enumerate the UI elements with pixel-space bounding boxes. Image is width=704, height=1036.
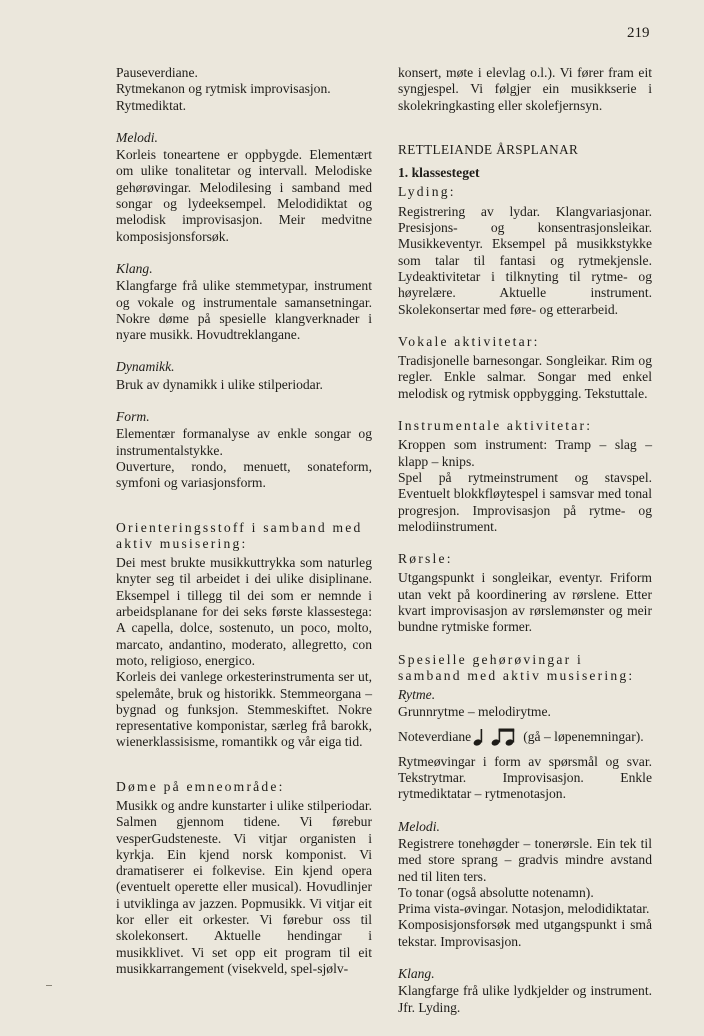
klang-heading: Klang. — [116, 260, 153, 276]
form-text: Elementær formanalyse av enkle songar og instrumentalstykke. — [116, 426, 372, 458]
intro-line: Rytmekanon og rytmisk improvisasjon. — [116, 81, 331, 97]
right-column — [398, 65, 652, 1016]
melodi-heading: Melodi. — [116, 129, 158, 145]
note-symbols — [473, 727, 517, 747]
intro-line: Rytmediktat. — [116, 97, 187, 113]
instrumentale-heading: Instrumentale aktivitetar: — [398, 418, 593, 434]
rytme-text: Rytmeøvingar i form av spørsmål og svar. Tekstrytmar. Improvisasjon. Enkle rytmediktatar – rytmenotasjon. — [398, 753, 652, 802]
melodi-text: Korleis toneartene er oppbygde. Elementært om ulike tonalitetar og intervall. Melodiske gehørøvingar. Melodilesing i samband med songar og lydeeksempel. Melodidiktat og melodisk improvisasjon. Meir medvitne komposisjonsforsøk. — [116, 147, 372, 244]
melodi-right-text: Komposisjonsforsøk med utgangspunkt i små tekstar. Improvisasjon. — [398, 917, 652, 949]
rytme-line: Grunnrytme – melodirytme. — [398, 703, 551, 719]
noteverdiane-suffix: (gå – løpenemningar). — [523, 728, 644, 744]
klang-section — [116, 261, 372, 343]
noteverdiane-label: Noteverdiane — [398, 728, 472, 744]
intro-lines — [116, 65, 372, 114]
intro-line: Pauseverdiane. — [116, 65, 198, 80]
klang-right-text: Klangfarge frå ulike lydkjelder og instrument. Jfr. Lyding. — [398, 983, 652, 1015]
melodi-right-section — [398, 819, 652, 950]
instrumentale-section — [398, 418, 652, 535]
continuation-text: konsert, møte i elevlag o.l.). Vi fører fram eit syngjespel. Vi følgjer ein musikkserie i skolekringkasting eller skolefjernsyn. — [398, 65, 652, 113]
klang-right-heading: Klang. — [398, 966, 435, 982]
melodi-section — [116, 130, 372, 245]
rorsle-heading: Rørsle: — [398, 551, 453, 567]
orientering-section — [116, 520, 372, 751]
form-text: Ouverture, rondo, menuett, sonateform, symfoni og variasjonsform. — [116, 458, 372, 491]
left-column — [116, 65, 372, 977]
form-heading: Form. — [116, 409, 150, 425]
class-heading: 1. klassesteget — [398, 165, 480, 181]
orientering-text: Dei mest brukte musikkuttrykka som naturleg knyter seg til arbeidet i dei ulike disiplinane. Eksempel i tillegg til dei som er nemnde i arbeidsplanane for dei seks første klassestega: A capella, dolce, sostenuto, un poco, molto, marcato, andantino, moderato, allegretto, con moto, religioso, energico. — [116, 555, 372, 668]
melodi-right-text: To tonar (også absolutte notenamn). — [398, 884, 594, 900]
melodi-right-text: Registrere tonehøgder – tonerørsle. Ein tek til med store sprang – gradvis mindre avstand ned til liten ters. — [398, 835, 652, 884]
vokale-heading: Vokale aktivitetar: — [398, 333, 540, 349]
klang-text: Klangfarge frå ulike stemmetypar, instrument og vokale og instrumentale samansetningar. Nokre døme på spesielle klangverknader i nyare musikk. Hovudtreklangane. — [116, 278, 372, 343]
dome-section — [116, 779, 372, 978]
dome-text: Musikk og andre kunstarter i ulike stilperiodar. Salmen gjennom tidene. Vi førebur vesperGudsteneste. Vi vitjar organisten i kyrkja. Ein kjend norsk komponist. Vi dramatiserer ei folkevise. Ein kjend opera (eventuelt operette eller musical). Hovudlinjer i utviklinga av jazzen. Popmusikk. Vi vitjar eit kor eller eit orkester. Vi førebur oss til skolekonsert. Aktuelle hendingar i musikklivet. Vi set opp eit program til eit musikkarrangement (visekveld, spel-sjølv- — [116, 797, 372, 976]
section-title: RETTLEIANDE ÅRSPLANAR — [398, 141, 579, 157]
orientering-heading: aktiv musisering: — [116, 535, 248, 551]
dynamikk-heading: Dynamikk. — [116, 359, 175, 375]
spesielle-heading: Spesielle gehørøvingar i — [398, 651, 583, 667]
instrumentale-text: Spel på rytmeinstrument og stavspel. Eventuelt blokkfløytespel i samsvar med tonal progresjon. Improvisasjon på rytme- og melodiinstrument. — [398, 469, 652, 534]
spesielle-heading: samband med aktiv musisering: — [398, 667, 635, 683]
dynamikk-text: Bruk av dynamikk i ulike stilperiodar. — [116, 376, 323, 392]
quarter-and-eighth-notes-icon — [473, 727, 517, 747]
melodi-right-text: Prima vista-øvingar. Notasjon, melodidiktatar. — [398, 901, 650, 917]
scan-mark — [46, 985, 52, 986]
form-section — [116, 409, 372, 491]
klang-right-section — [398, 966, 652, 1016]
lyding-section — [398, 184, 652, 317]
spesielle-section — [398, 652, 652, 803]
page-number: 219 — [627, 25, 650, 41]
vokale-section — [398, 334, 652, 402]
instrumentale-text: Kroppen som instrument: Tramp – slag – klapp – knips. — [398, 437, 652, 469]
melodi-right-heading: Melodi. — [398, 818, 440, 834]
lyding-text: Registrering av lydar. Klangvariasjonar. Presisjons- og konsentrasjonsleikar. Musikkeventyr. Eksempel på musikkstykke som talar til fantasi og rytmekjensle. Lydeaktivitetar i tilknyting til rytme- og høyrelære. Aktuelle instrument. Skolekonsertar med føre- og etterarbeid. — [398, 203, 652, 317]
rorsle-text: Utgangspunkt i songleikar, eventyr. Friform utan vekt på koordinering av rørslene. Etter kvart improvisasjon av rørslemønster og meir bundne rytmiske former. — [398, 570, 652, 635]
orientering-text: Korleis dei vanlege orkesterinstrumenta ser ut, spelemåte, bruk og historikk. Stemmeorgana – bygnad og funksjon. Stemmeskiftet. Nokre representative komponistar, særleg frå barokk, wienerklassisisme, romantikk og vår eiga tid. — [116, 669, 372, 750]
lyding-heading: Lyding: — [398, 184, 456, 200]
noteverdiane-line — [398, 727, 652, 747]
dome-heading: Døme på emneområde: — [116, 778, 285, 794]
orientering-heading: Orienteringsstoff i samband med — [116, 519, 363, 535]
vokale-text: Tradisjonelle barnesongar. Songleikar. Rim og regler. Enkle salmar. Songar med enkel melodisk og rytmisk oppbygging. Tekstuttale. — [398, 353, 652, 401]
dynamikk-section — [116, 359, 372, 393]
rorsle-section — [398, 551, 652, 635]
rytme-heading: Rytme. — [398, 687, 436, 703]
